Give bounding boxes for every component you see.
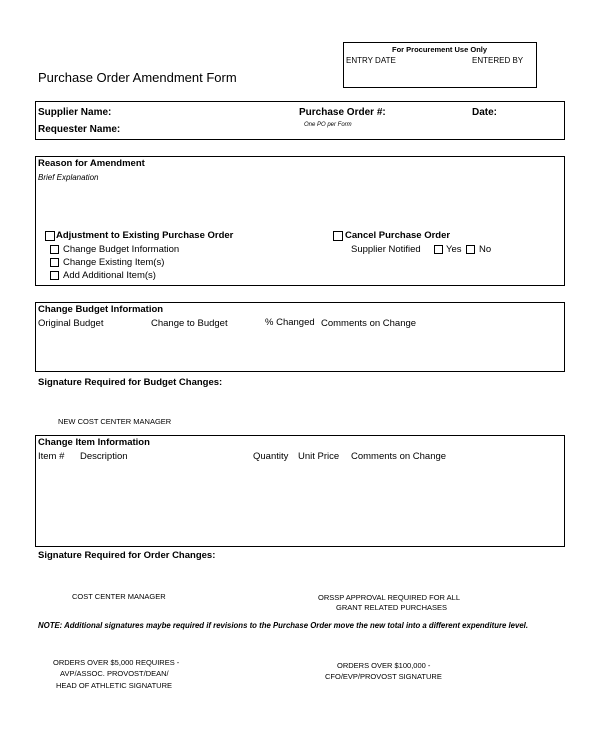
items-title: Change Item Information <box>38 437 150 448</box>
footer-left-3: HEAD OF ATHLETIC SIGNATURE <box>56 681 172 690</box>
yes-checkbox[interactable] <box>434 245 443 254</box>
page-title: Purchase Order Amendment Form <box>38 70 237 85</box>
budget-title: Change Budget Information <box>38 304 164 315</box>
order-signature-label: Signature Required for Order Changes: <box>38 550 216 561</box>
quantity-header: Quantity <box>253 451 289 462</box>
footer-right-2: CFO/EVP/PROVOST SIGNATURE <box>325 672 442 681</box>
no-checkbox[interactable] <box>466 245 475 254</box>
unit-price-header: Unit Price <box>298 451 340 462</box>
description-header: Description <box>80 451 128 462</box>
adjustment-label: Adjustment to Existing Purchase Order <box>56 230 234 241</box>
budget-signature-label: Signature Required for Budget Changes: <box>38 377 223 388</box>
percent-changed-header: % Changed <box>265 317 315 328</box>
cancel-order-checkbox[interactable] <box>333 231 343 241</box>
change-items-checkbox[interactable] <box>50 258 59 267</box>
order-signer-right-2: GRANT RELATED PURCHASES <box>336 603 447 612</box>
requester-name-label: Requester Name: <box>38 124 121 135</box>
add-items-label: Add Additional Item(s) <box>63 270 156 281</box>
no-label: No <box>479 244 492 255</box>
change-budget-checkbox[interactable] <box>50 245 59 254</box>
footer-left-2: AVP/ASSOC. PROVOST/DEAN/ <box>60 669 169 678</box>
cancel-order-label: Cancel Purchase Order <box>345 230 451 241</box>
reason-title: Reason for Amendment <box>38 158 145 169</box>
footer-left-1: ORDERS OVER $5,000 REQUIRES - <box>53 658 180 667</box>
entry-date-label: ENTRY DATE <box>346 56 396 65</box>
footer-right-1: ORDERS OVER $100,000 - <box>337 661 431 670</box>
one-po-note: One PO per Form <box>304 122 352 128</box>
budget-comments-header: Comments on Change <box>321 318 417 329</box>
item-comments-header: Comments on Change <box>351 451 447 462</box>
purchase-order-label: Purchase Order #: <box>299 107 386 118</box>
change-budget-label: Change Budget Information <box>63 244 180 255</box>
expenditure-note: NOTE: Additional signatures maybe required if revisions to the Purchase Order move the new total into a different expenditure level. <box>38 621 529 630</box>
entered-by-label: ENTERED BY <box>472 56 524 65</box>
yes-label: Yes <box>446 244 462 255</box>
procurement-title: For Procurement Use Only <box>392 45 488 54</box>
budget-signer: NEW COST CENTER MANAGER <box>58 417 172 426</box>
add-items-checkbox[interactable] <box>50 271 59 280</box>
change-items-label: Change Existing Item(s) <box>63 257 165 268</box>
adjustment-checkbox[interactable] <box>45 231 55 241</box>
supplier-notified-label: Supplier Notified <box>351 244 421 255</box>
change-to-budget-header: Change to Budget <box>151 318 228 329</box>
order-signer-right-1: ORSSP APPROVAL REQUIRED FOR ALL <box>318 593 460 602</box>
reason-subtitle: Brief Explanation <box>38 173 99 182</box>
original-budget-header: Original Budget <box>38 318 104 329</box>
date-label: Date: <box>472 107 498 118</box>
item-number-header: Item # <box>38 451 65 462</box>
order-signer-left: COST CENTER MANAGER <box>72 592 166 601</box>
supplier-name-label: Supplier Name: <box>38 107 112 118</box>
